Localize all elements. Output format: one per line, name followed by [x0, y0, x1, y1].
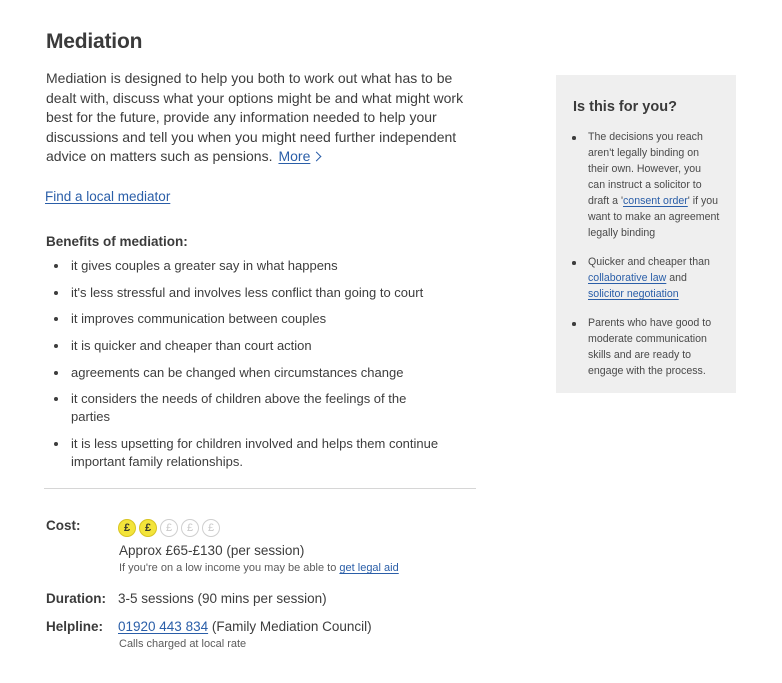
intro-text: Mediation is designed to help you both to work out what has to be dealt with, discuss what your options might be and what might work best for the future, provide any information needed to help your discussions and tell you when you might need further independent advice on matters such as pensions. — [46, 70, 464, 165]
list-item: it's less stressful and involves less conflict than going to court — [46, 284, 446, 302]
intro-paragraph — [46, 69, 482, 167]
pound-coin-empty-icon: £ — [202, 519, 220, 537]
cost-approx: Approx £65-£130 (per session) — [119, 543, 305, 558]
text: Quicker and cheaper than — [588, 256, 710, 268]
helpline-org: (Family Mediation Council) — [208, 619, 372, 634]
list-item: Parents who have good to moderate communication skills and are ready to engage with the process. — [573, 315, 720, 379]
helpline-row — [46, 619, 486, 650]
text: ' if you want to make an agreement legally binding — [588, 195, 720, 239]
collaborative-law-link[interactable]: collaborative law — [588, 272, 667, 284]
duration-value: 3-5 sessions (90 mins per session) — [118, 591, 327, 606]
pound-coin-empty-icon: £ — [160, 519, 178, 537]
duration-row — [46, 591, 486, 606]
list-item: it is less upsetting for children involved and helps them continue important family relationships. — [46, 435, 446, 471]
section-divider — [44, 488, 476, 489]
pound-coin-filled-icon: £ — [139, 519, 157, 537]
cost-content — [118, 518, 399, 574]
helpline-label: Helpline: — [46, 619, 104, 634]
list-item: it gives couples a greater say in what happens — [46, 257, 446, 275]
page-title: Mediation — [46, 30, 143, 53]
pound-coin-filled-icon: £ — [118, 519, 136, 537]
more-link[interactable] — [278, 148, 310, 164]
list-item — [573, 129, 720, 241]
list-item: it is quicker and cheaper than court action — [46, 337, 446, 355]
benefits-list — [46, 257, 482, 471]
details-section — [46, 518, 486, 650]
helpline-phone-link[interactable]: 01920 443 834 — [118, 619, 209, 634]
consent-order-link[interactable]: consent order — [623, 195, 688, 207]
more-link-label: More — [278, 148, 311, 165]
is-this-for-you-panel — [556, 75, 736, 393]
legal-aid-link[interactable]: get legal aid — [339, 562, 399, 574]
helpline-content — [118, 619, 372, 650]
text: and — [666, 272, 687, 284]
cost-rating — [118, 519, 399, 537]
cost-note — [119, 562, 399, 574]
pound-coin-empty-icon: £ — [181, 519, 199, 537]
duration-label: Duration: — [46, 591, 106, 606]
find-local-mediator-link[interactable]: Find a local mediator — [45, 188, 171, 204]
panel-title: Is this for you? — [573, 99, 677, 115]
solicitor-negotiation-link[interactable]: solicitor negotiation — [588, 288, 679, 300]
list-item: it improves communication between couples — [46, 310, 446, 328]
list-item — [573, 254, 720, 302]
list-item: it considers the needs of children above the feelings of the parties — [46, 390, 446, 426]
chevron-right-icon[interactable] — [312, 152, 322, 162]
cost-row — [46, 518, 486, 574]
cost-label: Cost: — [46, 518, 81, 533]
text: The decisions you reach aren't legally binding on their own. However, you can instruct a solicitor to draft a ' — [588, 131, 703, 207]
helpline-note: Calls charged at local rate — [119, 638, 247, 650]
panel-list — [573, 129, 720, 379]
cost-note-text: If you're on a low income you may be able to — [119, 562, 337, 574]
main-content — [46, 28, 482, 480]
benefits-heading: Benefits of mediation: — [46, 233, 188, 249]
list-item: agreements can be changed when circumstances change — [46, 364, 446, 382]
